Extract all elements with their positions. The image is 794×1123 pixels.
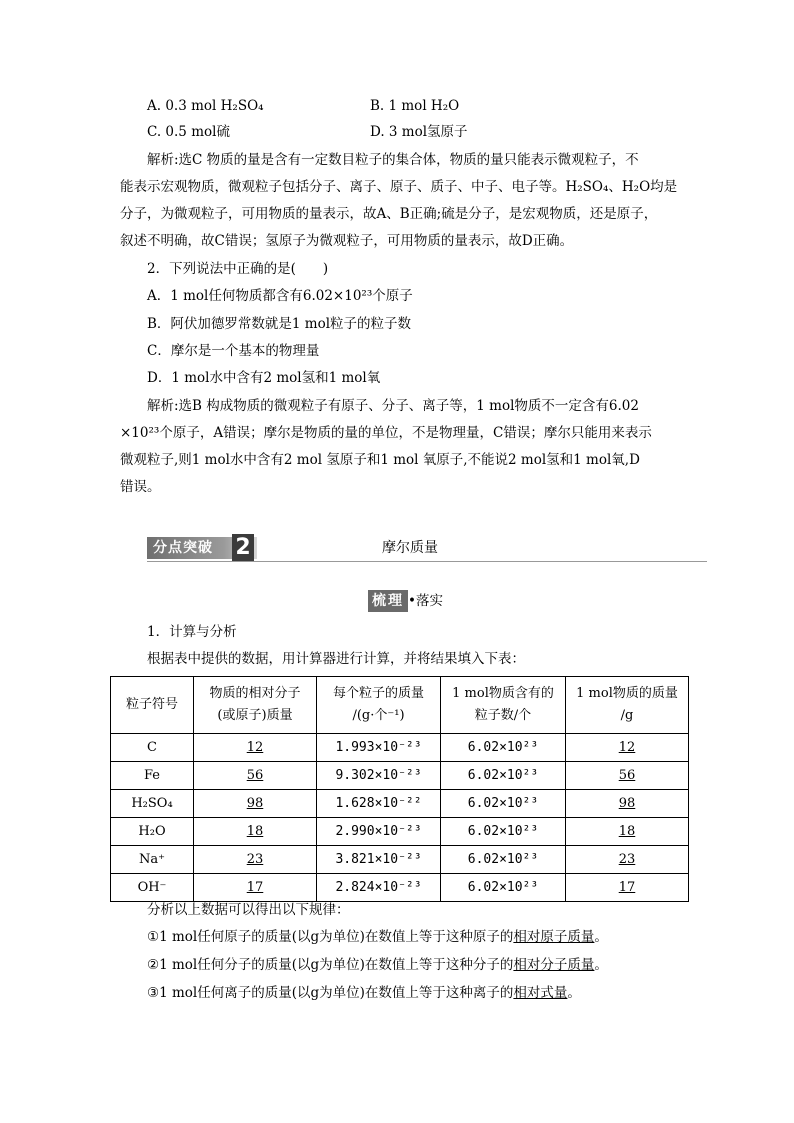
cell-particle-count: 6.02×10²³ [441,818,566,846]
q2-option-b: B．阿伏加德罗常数就是1 mol粒子的粒子数 [147,316,412,332]
cell-particle-count: 6.02×10²³ [441,790,566,818]
cell-particle-count: 6.02×10²³ [441,874,566,902]
table-row [111,846,689,874]
rules-intro: 分析以上数据可以得出以下规律： [147,902,350,918]
q1-analysis-line-3: 分子，为微观粒子，可用物质的量表示，故A、B正确;硫是分子，是宏观物质，还是原子， [120,206,658,222]
table-row [111,762,689,790]
answer-relative-mass: 56 [246,768,264,783]
section-divider [147,561,707,562]
section-banner [147,534,707,562]
cell-symbol: H₂SO₄ [111,790,194,818]
rule-item [147,983,581,1003]
cell-particle-mass: 1.628×10⁻²² [317,790,441,818]
answer-relative-mass: 17 [246,880,264,895]
table-row [111,734,689,762]
answer-molar-mass: 23 [618,852,636,867]
cell-particle-count: 6.02×10²³ [441,762,566,790]
table-header-row [111,677,689,734]
cell-molar-mass [566,734,689,762]
q1-analysis-line-4: 叙述不明确，故C错误；氢原子为微观粒子，可用物质的量表示，故D正确。 [120,233,574,249]
header-particle-mass-line-1: 每个粒子的质量 [332,686,424,701]
cell-symbol: C [111,734,194,762]
cell-symbol: OH⁻ [111,874,194,902]
header-molar-mass-line-2: /g [620,708,634,723]
cell-particle-count: 6.02×10²³ [441,734,566,762]
answer-molar-mass: 12 [618,740,636,755]
header-particle-count-line-1: 1 mol物质含有的 [452,686,554,701]
rule-end: 。 [594,929,608,945]
cell-relative-mass [194,790,317,818]
q2-option-d: D．1 mol水中含有2 mol氢和1 mol氧 [147,370,381,386]
q1-analysis-line-1: 解析:选C 物质的量是含有一定数目粒子的集合体，物质的量只能表示微观粒子，不 [147,152,639,168]
q1-option-b: B. 1 mol H₂O [370,98,460,114]
cell-relative-mass [194,874,317,902]
header-particle-mass [317,677,441,734]
header-symbol [111,677,194,734]
cell-molar-mass [566,762,689,790]
header-particle-count-line-2: 粒子数/个 [474,708,532,723]
q2-stem: 2．下列说法中正确的是( ) [147,261,329,277]
q2-option-c: C．摩尔是一个基本的物理量 [147,343,320,359]
q2-analysis-line-1: 解析:选B 构成物质的微观粒子有原子、分子、离子等，1 mol物质不一定含有6.02 [147,398,639,414]
cell-relative-mass [194,818,317,846]
rule-answer: 相对分子质量 [513,957,595,973]
answer-molar-mass: 56 [618,768,636,783]
data-table [110,676,689,902]
calc-heading: 1．计算与分析 [147,624,237,640]
answer-relative-mass: 18 [246,824,264,839]
cell-particle-count: 6.02×10²³ [441,846,566,874]
q1-analysis-line-2: 能表示宏观物质，微观粒子包括分子、离子、原子、质子、中子、电子等。H₂SO₄、H₂O均是 [120,179,678,195]
cell-symbol: Na⁺ [111,846,194,874]
cell-relative-mass [194,846,317,874]
section-tag: 分点突破 [147,537,257,559]
cell-symbol: Fe [111,762,194,790]
q1-option-a: A. 0.3 mol H₂SO₄ [147,98,264,114]
cell-molar-mass [566,874,689,902]
answer-molar-mass: 98 [618,796,636,811]
cell-molar-mass [566,846,689,874]
rule-item [147,927,608,947]
cell-symbol: H₂O [111,818,194,846]
answer-molar-mass: 18 [618,824,636,839]
cell-relative-mass [194,734,317,762]
sub-heading [368,590,443,612]
q2-option-a: A．1 mol任何物质都含有6.02×10²³个原子 [147,288,413,304]
table-row [111,874,689,902]
header-relative-mass [194,677,317,734]
rule-end: 。 [567,985,581,1001]
answer-relative-mass: 23 [246,852,264,867]
cell-particle-mass: 2.824×10⁻²³ [317,874,441,902]
header-symbol-line-1: 粒子符号 [125,697,178,712]
rule-text: ①1 mol任何原子的质量(以g为单位)在数值上等于这种原子的 [147,929,514,945]
cell-particle-mass: 2.990×10⁻²³ [317,818,441,846]
q1-option-c: C. 0.5 mol硫 [147,124,230,140]
header-molar-mass-line-1: 1 mol物质的质量 [576,686,678,701]
cell-particle-mass: 1.993×10⁻²³ [317,734,441,762]
rule-end: 。 [594,957,608,973]
rule-text: ②1 mol任何分子的质量(以g为单位)在数值上等于这种分子的 [147,957,514,973]
section-title: 摩尔质量 [382,540,438,556]
answer-relative-mass: 12 [246,740,264,755]
header-relative-mass-line-2: (或原子)质量 [217,708,293,723]
answer-molar-mass: 17 [618,880,636,895]
rule-item [147,955,608,975]
header-particle-mass-line-2: /(g·个⁻¹) [352,708,405,723]
rule-text: ③1 mol任何离子的质量(以g为单位)在数值上等于这种离子的 [147,985,514,1001]
sub-heading-tag: 梳理 [368,590,408,612]
rule-answer: 相对原子质量 [513,929,595,945]
cell-relative-mass [194,762,317,790]
cell-particle-mass: 9.302×10⁻²³ [317,762,441,790]
header-relative-mass-line-1: 物质的相对分子 [209,686,301,701]
sub-heading-rest: •落实 [408,593,443,609]
header-particle-count [441,677,566,734]
cell-molar-mass [566,818,689,846]
calc-intro: 根据表中提供的数据，用计算器进行计算，并将结果填入下表： [147,651,525,667]
header-molar-mass [566,677,689,734]
table-row [111,818,689,846]
cell-particle-mass: 3.821×10⁻²³ [317,846,441,874]
cell-molar-mass [566,790,689,818]
answer-relative-mass: 98 [246,796,264,811]
q2-analysis-line-3: 微观粒子,则1 mol水中含有2 mol 氢原子和1 mol 氧原子,不能说2 mol氢和1 mol氧,D [120,452,640,468]
table-row [111,790,689,818]
q2-analysis-line-4: 错误。 [120,479,161,495]
q1-option-d: D. 3 mol氢原子 [370,124,468,140]
q2-analysis-line-2: ×10²³个原子，A错误；摩尔是物质的量的单位，不是物理量，C错误；摩尔只能用来表示 [120,425,652,441]
rule-answer: 相对式量 [513,985,568,1001]
section-number: 2 [232,534,254,562]
